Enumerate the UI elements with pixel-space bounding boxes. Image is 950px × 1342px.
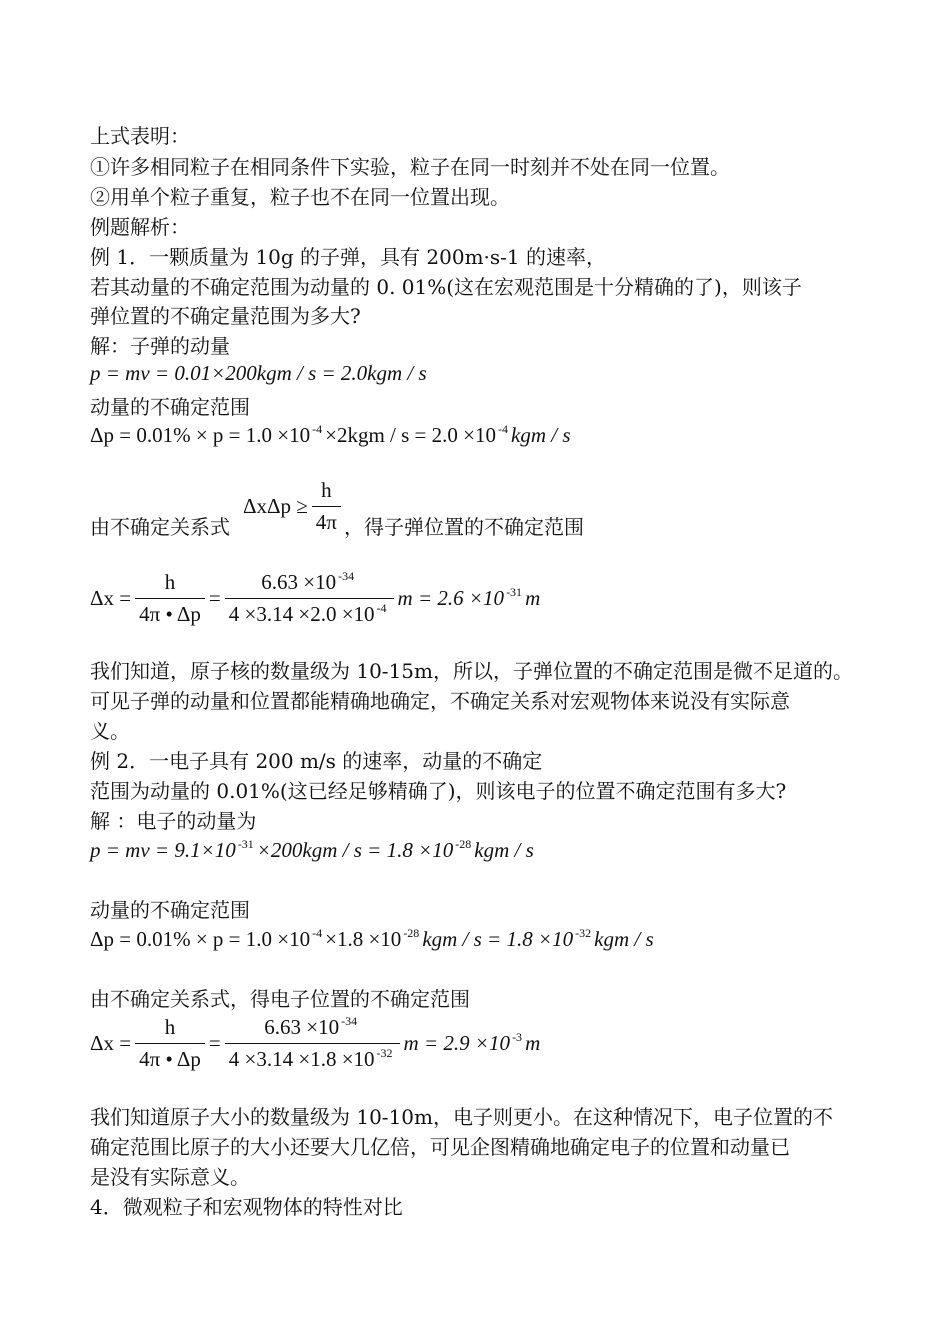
text-line: 是没有实际意义。 — [90, 1165, 250, 1189]
text-line: 可见子弹的动量和位置都能精确地确定，不确定关系对宏观物体来说没有实际意 — [90, 689, 790, 713]
text-line: 范围为动量的 0.01%(这已经足够精确了)，则该电子的位置不确定范围有多大? — [90, 779, 787, 803]
equation-momentum-uncertainty-bullet: Δp = 0.01% × p = 1.0 ×10 $^{-4}$ ×2kgm / s = 2.0 ×10 $^{-4}$ kgm / s — [90, 422, 571, 447]
text-line: 解：子弹的动量 — [90, 334, 230, 358]
text-line: 义。 — [90, 719, 130, 743]
text-line: 由不确定关系式，得电子位置的不确定范围 — [90, 987, 470, 1011]
example-2-heading: 例 2．一电子具有 200 m/s 的速率，动量的不确定 — [90, 749, 543, 773]
example-1-heading: 例 1．一颗质量为 10g 的子弹，具有 200m·s-1 的速率， — [90, 245, 607, 269]
text-line: 我们知道，原子核的数量级为 10-15m，所以，子弹位置的不确定范围是微不足道的。 — [90, 659, 853, 683]
text-line: ，得子弹位置的不确定范围 — [344, 515, 584, 539]
text-line: ②用单个粒子重复，粒子也不在同一位置出现。 — [90, 185, 510, 209]
text-line: 上式表明： — [90, 124, 190, 148]
text-line: ①许多相同粒子在相同条件下实验，粒子在同一时刻并不处在同一位置。 — [90, 155, 730, 179]
equation-momentum-bullet: p = mv = 0.01×200kgm / s = 2.0kgm / s — [90, 361, 427, 385]
text-line: 由不确定关系式 — [90, 515, 230, 539]
text-line: 动量的不确定范围 — [90, 898, 250, 922]
equation-position-uncertainty-bullet: Δx = $\frac{h}{4\pi • \Delta p}$ = $\frac{6.63 \times 10 ^{-34}}{4 \times 3.14 \times 2.0 \times 10 ^{-4}}$ m = 2.6 ×10 $^{-31}$ m — [90, 569, 541, 626]
text-line: 我们知道原子大小的数量级为 10-10m，电子则更小。在这种情况下，电子位置的不 — [90, 1105, 833, 1129]
text-line: 例题解析： — [90, 215, 190, 239]
equation-momentum-electron: p = mv = 9.1×10 $^{-31}$ ×200kgm / s = 1.8 ×10 $^{-28}$ kgm / s — [90, 837, 534, 862]
section-heading: 4．微观粒子和宏观物体的特性对比 — [90, 1195, 403, 1219]
equation-position-uncertainty-electron: Δx = $\frac{h}{4\pi • \Delta p}$ = $\frac{6.63 \times 10 ^{-34}}{4 \times 3.14 \times 1.8 \times 10 ^{-32}}$ m = 2.9 ×10 $^{-3}$ m — [90, 1014, 541, 1071]
text-line: 确定范围比原子的大小还要大几亿倍，可见企图精确地确定电子的位置和动量已 — [90, 1135, 790, 1159]
text-line: 弹位置的不确定量范围为多大? — [90, 304, 361, 328]
text-line: 动量的不确定范围 — [90, 395, 250, 419]
text-line: 若其动量的不确定范围为动量的 0. 01%(这在宏观范围是十分精确的了)，则该子 — [90, 275, 802, 299]
equation-momentum-uncertainty-electron: Δp = 0.01% × p = 1.0 ×10 $^{-4}$ ×1.8 ×10 $^{-28}$ kgm / s = 1.8 ×10 $^{-32}$ kgm / s — [90, 926, 654, 951]
text-line: 解 ：电子的动量为 — [90, 809, 257, 833]
equation-uncertainty-relation: ΔxΔp ≥ $\frac{h}{4\pi}$ — [243, 478, 345, 535]
